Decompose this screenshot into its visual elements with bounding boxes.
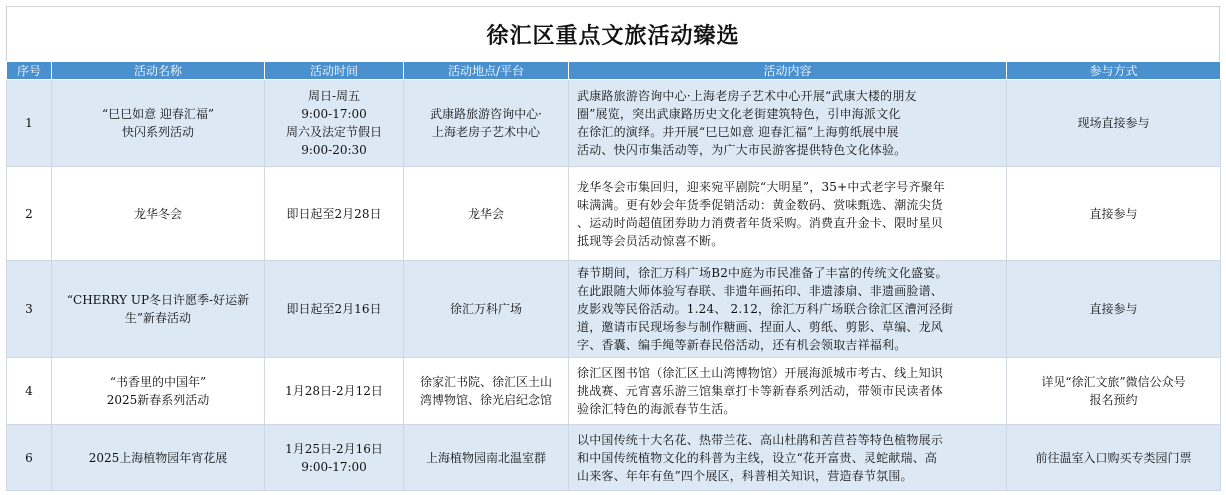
cell-name-line: 龙华冬会 xyxy=(133,206,182,221)
cell-place xyxy=(404,425,569,491)
cell-content-line: 龙华冬会市集回归，迎来宛平剧院“大明星”，35+中式老字号齐聚年 xyxy=(577,179,945,194)
cell-name-line: 快闪系列活动 xyxy=(121,125,194,139)
table-row xyxy=(7,167,1221,261)
cell-join xyxy=(1007,80,1221,167)
cell-name xyxy=(52,80,265,167)
cell-content-line: 和中国传统植物文化的科普为主线，设立“花开富贵、灵蛇献瑞、高 xyxy=(577,450,938,465)
cell-join xyxy=(1007,358,1221,425)
cell-place xyxy=(404,167,569,261)
cell-place-line: 湾博物馆、徐光启纪念馆 xyxy=(419,393,552,407)
cell-content-line: 在此跟随大师体验写春联、非遗年画拓印、非遗漆扇、非遗画脸谱、 xyxy=(577,284,944,298)
cell-content-line: 、运动时尚超值团券助力消费者年货采购。消费直升金卡、限时星贝 xyxy=(577,215,944,230)
cell-content-line: 抵现等会员活动惊喜不断。 xyxy=(577,233,724,248)
table-row xyxy=(7,261,1221,358)
header-place: 活动地点/平台 xyxy=(404,62,569,80)
cell-name-line: 生”新春活动 xyxy=(124,311,192,325)
cell-time xyxy=(265,167,404,261)
sheet-title: 徐汇区重点文旅活动臻选 xyxy=(486,23,740,49)
cell-content xyxy=(569,261,1007,358)
cell-name-line: “巳巳如意 迎春汇福” xyxy=(101,107,215,121)
cell-join-line: 详见“徐汇文旅”微信公众号 xyxy=(1041,375,1186,389)
cell-content-line: 活动、快闪市集活动等，为广大市民游客提供特色文化体验。 xyxy=(577,143,907,157)
cell-join xyxy=(1007,425,1221,491)
header-join: 参与方式 xyxy=(1007,62,1221,80)
cell-name xyxy=(52,358,265,425)
cell-content-line: 以中国传统十大名花、热带兰花、高山杜鹃和苦苣苔等特色植物展示 xyxy=(577,432,944,447)
cell-place-line: 上海老房子艺术中心 xyxy=(431,125,540,139)
cell-content-line: 道，邀请市民现场参与制作糖画、捏面人、剪纸、剪影、草编、龙风 xyxy=(577,320,944,334)
cell-place-line: 上海植物园南北温室群 xyxy=(425,450,546,465)
cell-content-line: 字、香囊、编手绳等新春民俗活动，还有机会领取吉祥福利。 xyxy=(577,338,907,352)
spreadsheet xyxy=(6,6,1220,489)
cell-join-line: 直接参与 xyxy=(1089,206,1138,221)
cell-content-line: 圈”展览，突出武康路历史文化老街建筑特色，引申海派文化 xyxy=(577,107,901,121)
cell-content-line: 皮影戏等民俗活动。1.24、 2.12，徐汇万科广场联合徐汇区漕河泾街 xyxy=(577,302,954,316)
cell-join-line: 报名预约 xyxy=(1089,393,1138,407)
cell-name xyxy=(52,261,265,358)
cell-place xyxy=(404,261,569,358)
cell-content xyxy=(569,80,1007,167)
sheet-title-row xyxy=(6,6,1220,61)
cell-time xyxy=(265,425,404,491)
cell-content-line: 在徐汇的演绎。并开展“巳巳如意 迎春汇福”上海剪纸展中展 xyxy=(577,125,899,139)
cell-content-line: 山来客、年年有鱼”四个展区，科普相关知识，营造春节氛围。 xyxy=(577,468,913,483)
cell-name-line: 2025上海植物园年宵花展 xyxy=(88,450,228,465)
cell-place-line: 徐家汇书院、徐汇区土山 xyxy=(419,375,552,389)
cell-time xyxy=(265,358,404,425)
cell-time-line: 周日-周五 xyxy=(307,89,361,103)
cell-join xyxy=(1007,261,1221,358)
cell-content-line: 验徐汇特色的海派春节生活。 xyxy=(577,402,736,416)
cell-content-line: 挑战赛、元宵喜乐游三馆集章打卡等新春系列活动，带领市民读者体 xyxy=(577,384,944,398)
cell-time-line: 9:00-17:00 xyxy=(301,107,367,121)
cell-time-line: 1月28日-2月12日 xyxy=(285,384,383,398)
cell-no: 4 xyxy=(7,358,52,425)
cell-place-line: 武康路旅游咨询中心· xyxy=(430,107,542,121)
cell-name-line: “CHERRY UP冬日许愿季-好运新 xyxy=(66,293,250,307)
cell-time xyxy=(265,80,404,167)
header-name: 活动名称 xyxy=(52,62,265,80)
cell-content xyxy=(569,425,1007,491)
table-row xyxy=(7,80,1221,167)
cell-place-line: 徐汇万科广场 xyxy=(449,302,522,316)
cell-content-line: 武康路旅游咨询中心·上海老房子艺术中心开展“武康大楼的朋友 xyxy=(577,89,917,103)
cell-join-line: 前往温室入口购买专类园门票 xyxy=(1035,450,1192,465)
cell-place xyxy=(404,80,569,167)
cell-no: 3 xyxy=(7,261,52,358)
table-row xyxy=(7,358,1221,425)
cell-no: 2 xyxy=(7,167,52,261)
cell-join xyxy=(1007,167,1221,261)
cell-name-line: “书香里的中国年” xyxy=(109,375,207,389)
cell-name-line: 2025新春系列活动 xyxy=(106,393,210,407)
cell-time xyxy=(265,261,404,358)
table-row xyxy=(7,425,1221,491)
cell-no: 1 xyxy=(7,80,52,167)
cell-name xyxy=(52,167,265,261)
cell-time-line: 9:00-17:00 xyxy=(301,459,367,474)
cell-time-line: 9:00-20:30 xyxy=(301,143,367,157)
cell-join-line: 直接参与 xyxy=(1089,302,1138,316)
cell-time-line: 周六及法定节假日 xyxy=(285,125,382,139)
cell-content-line: 味满满。更有妙会年货季促销活动：黄金数码、赏味甄选、潮流尖货 xyxy=(577,197,944,212)
table-header-row xyxy=(7,62,1221,80)
cell-content-line: 徐汇区图书馆（徐汇区土山湾博物馆）开展海派城市考古、线上知识 xyxy=(577,366,944,380)
cell-time-line: 即日起至2月28日 xyxy=(286,206,382,221)
cell-time-line: 1月25日-2月16日 xyxy=(285,441,383,456)
header-content: 活动内容 xyxy=(569,62,1007,80)
cell-name xyxy=(52,425,265,491)
cell-content-line: 春节期间，徐汇万科广场B2中庭为市民准备了丰富的传统文化盛宴。 xyxy=(577,266,948,280)
cell-time-line: 即日起至2月16日 xyxy=(286,302,382,316)
activities-table xyxy=(6,61,1221,491)
cell-join-line: 现场直接参与 xyxy=(1077,116,1150,130)
cell-content xyxy=(569,167,1007,261)
cell-content xyxy=(569,358,1007,425)
header-no: 序号 xyxy=(7,62,52,80)
cell-place xyxy=(404,358,569,425)
cell-no: 6 xyxy=(7,425,52,491)
cell-place-line: 龙华会 xyxy=(467,206,504,221)
header-time: 活动时间 xyxy=(265,62,404,80)
